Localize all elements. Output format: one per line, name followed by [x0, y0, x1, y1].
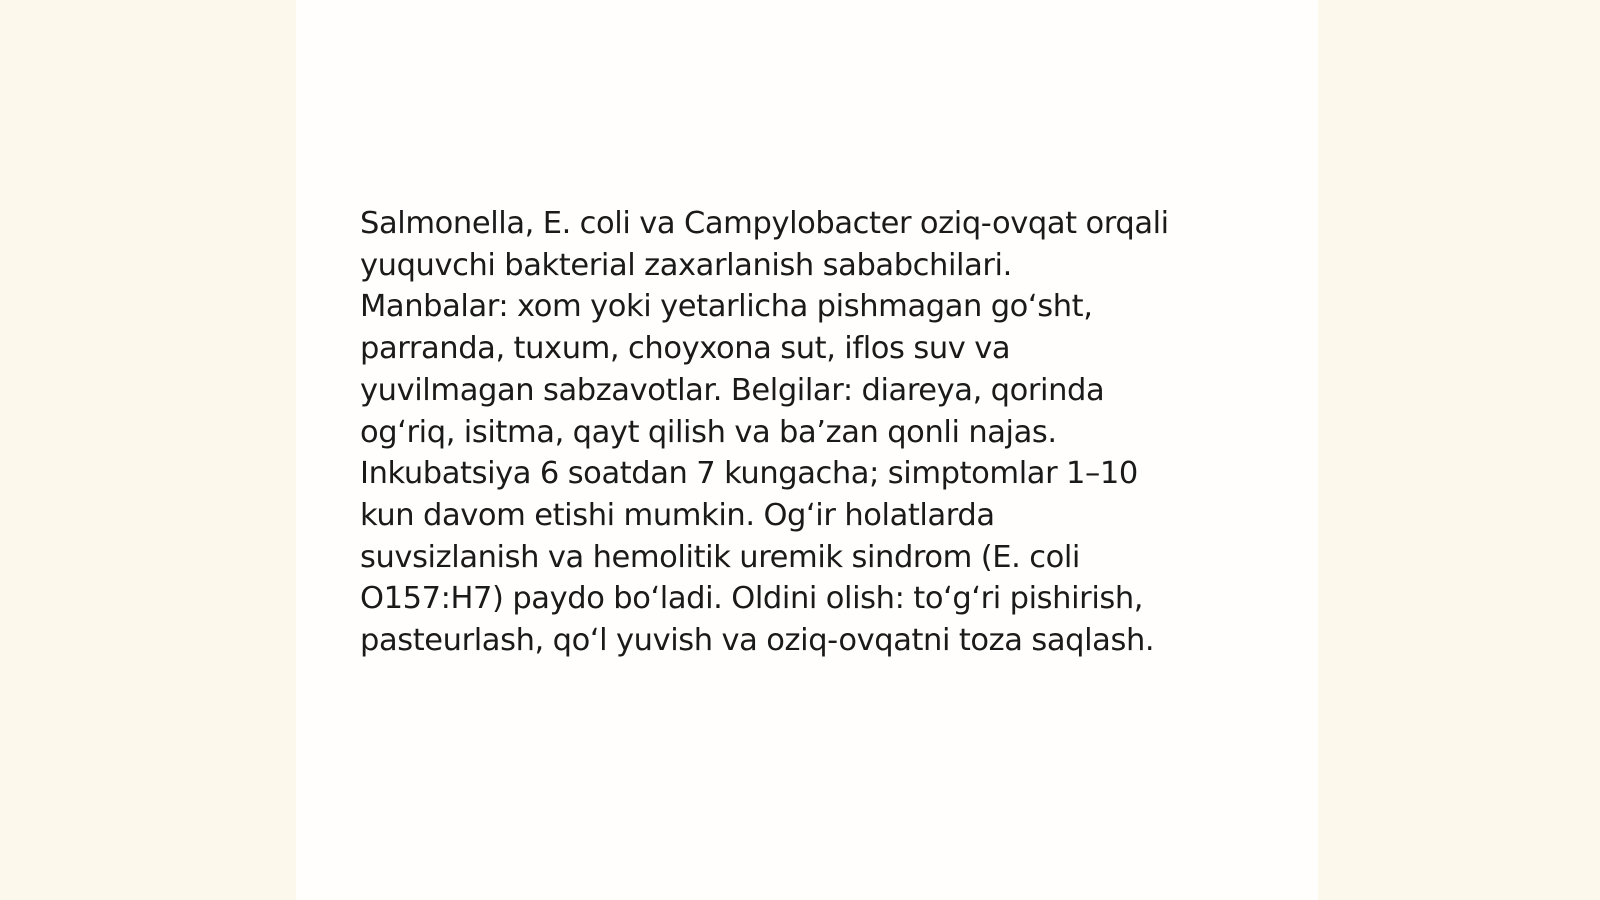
- text-line: yuvilmagan sabzavotlar. Belgilar: diareya, qorinda: [360, 372, 1105, 408]
- text-line: og‘riq, isitma, qayt qilish va ba’zan qonli najas.: [360, 414, 1057, 450]
- text-line: Manbalar: xom yoki yetarlicha pishmagan go‘sht,: [360, 289, 1093, 325]
- right-margin-panel: [1318, 0, 1600, 900]
- left-margin-panel: [0, 0, 296, 900]
- text-line: yuquvchi bakterial zaxarlanish sababchilari.: [360, 247, 1012, 283]
- text-line: parranda, tuxum, choyxona sut, iflos suv va: [360, 331, 1011, 367]
- text-line: Salmonella, E. coli va Campylobacter oziq-ovqat orqali: [360, 206, 1169, 241]
- document-page: [296, 0, 1318, 900]
- text-line: O157:H7) paydo bo‘ladi. Oldini olish: to‘g‘ri pishirish,: [360, 581, 1144, 617]
- text-line: suvsizlanish va hemolitik uremik sindrom (E. coli: [360, 539, 1081, 575]
- text-line: pasteurlash, qo‘l yuvish va oziq-ovqatni toza saqlash.: [360, 623, 1155, 659]
- text-line: Inkubatsiya 6 soatdan 7 kungacha; simptomlar 1–10: [360, 456, 1138, 492]
- body-paragraph: [360, 203, 1260, 662]
- text-line: kun davom etishi mumkin. Og‘ir holatlarda: [360, 497, 995, 533]
